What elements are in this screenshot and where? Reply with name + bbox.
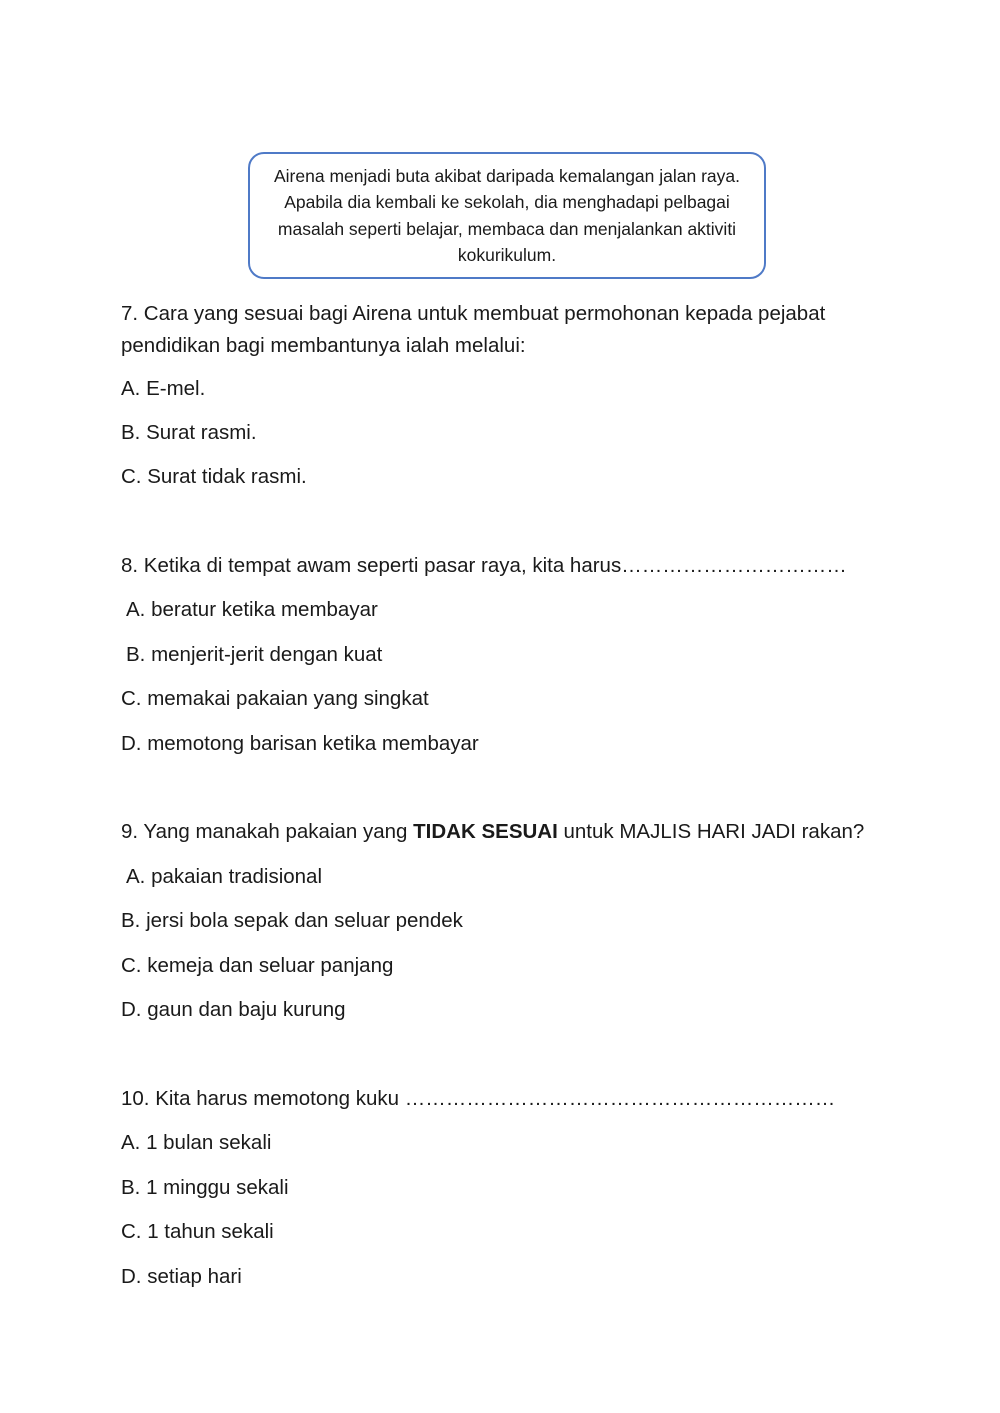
scenario-text: Airena menjadi buta akibat daripada kemalangan jalan raya. Apabila dia kembali ke sekolah, dia menghadapi pelbagai masalah seperti belajar, membaca dan menjalankan aktiviti kokurikulum. bbox=[274, 165, 740, 265]
question-9-prompt-start: 9. Yang manakah pakaian yang bbox=[121, 820, 414, 843]
question-9-prompt-end: untuk MAJLIS HARI JADI rakan? bbox=[557, 820, 865, 843]
question-8-option-d[interactable]: D. memotong barisan ketika membayar bbox=[121, 732, 479, 755]
scenario-box bbox=[248, 152, 766, 279]
question-7-option-a[interactable]: A. E-mel. bbox=[121, 377, 206, 400]
question-7-option-c[interactable]: C. Surat tidak rasmi. bbox=[121, 465, 307, 488]
question-10-option-a[interactable]: A. 1 bulan sekali bbox=[121, 1131, 272, 1154]
question-10-option-c[interactable]: C. 1 tahun sekali bbox=[121, 1220, 274, 1243]
question-7-option-b[interactable]: B. Surat rasmi. bbox=[121, 421, 257, 444]
question-8-option-b[interactable]: B. menjerit-jerit dengan kuat bbox=[126, 643, 383, 666]
question-8-option-c[interactable]: C. memakai pakaian yang singkat bbox=[121, 687, 429, 710]
question-10-option-b[interactable]: B. 1 minggu sekali bbox=[121, 1176, 289, 1199]
question-7-prompt: 7. Cara yang sesuai bagi Airena untuk membuat permohonan kepada pejabat pendidikan bagi membantunya ialah melalui: bbox=[121, 302, 826, 357]
question-9-option-b[interactable]: B. jersi bola sepak dan seluar pendek bbox=[121, 909, 463, 932]
question-9-option-a[interactable]: A. pakaian tradisional bbox=[126, 865, 323, 888]
question-8-prompt: 8. Ketika di tempat awam seperti pasar raya, kita harus…………………………… bbox=[121, 554, 847, 577]
question-9-prompt bbox=[121, 816, 864, 848]
question-9-option-c[interactable]: C. kemeja dan seluar panjang bbox=[121, 954, 394, 977]
question-9-option-d[interactable]: D. gaun dan baju kurung bbox=[121, 998, 346, 1021]
question-8-option-a[interactable]: A. beratur ketika membayar bbox=[126, 598, 378, 621]
question-10-option-d[interactable]: D. setiap hari bbox=[121, 1265, 242, 1288]
question-9-prompt-emphasis: TIDAK SESUAI bbox=[413, 820, 558, 843]
question-10-prompt: 10. Kita harus memotong kuku ……………………………………………………… bbox=[121, 1087, 836, 1110]
